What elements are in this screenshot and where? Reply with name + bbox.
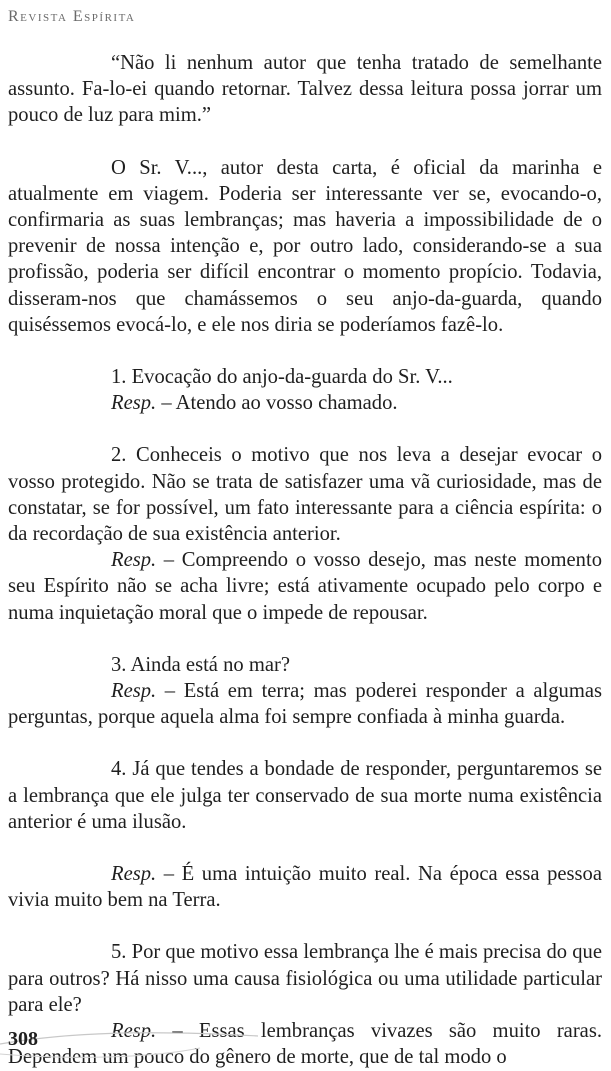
question-text: 3. Ainda está no mar?: [111, 653, 290, 676]
running-header: Revista Espírita: [8, 8, 136, 25]
question-text: 5. Por que motivo essa lembrança lhe é mais precisa do que para outros? Há nisso uma causa fisiológica ou uma utilidade particular para ele?: [8, 941, 602, 1016]
question-text: 4. Já que tendes a bondade de responder, perguntaremos se a lembrança que ele julga ter conservado de sua morte numa existência anterior é uma ilusão.: [8, 758, 602, 833]
decorative-swoosh: [0, 1026, 260, 1062]
response: [8, 547, 602, 626]
response-text: – Compreendo o vosso desejo, mas neste momento seu Espírito não se acha livre; está ativamente ocupado pelo corpo e numa inquietação moral que o impede de repousar.: [8, 549, 602, 624]
response-text: – Atendo ao vosso chamado.: [156, 392, 398, 415]
paragraph-narrative: O Sr. V..., autor desta carta, é oficial da marinha e atualmente em viagem. Poderia ser interessante ver se, evocando-o, confirmaria as suas lembranças; mas haveria a impossibilidade de o prevenir de nossa intenção e, por outro lado, considerando-se a sua profissão, poderia ser difícil encontrar o momento propício. Todavia, disseram-nos que chamássemos o seu anjo-da-guarda, quando quiséssemos evocá-lo, e ele nos diria se poderíamos fazê-lo.: [8, 156, 602, 336]
response-label: Resp.: [111, 680, 157, 703]
response-label: Resp.: [111, 549, 157, 572]
question-text: 2. Conheceis o motivo que nos leva a desejar evocar o vosso protegido. Não se trata de satisfazer uma vã curiosidade, mas de constatar, se for possível, um fato interessante para a ciência espírita: o da recordação de sua existência anterior.: [8, 444, 602, 546]
response-label: Resp.: [111, 1020, 157, 1043]
response-label: Resp.: [111, 392, 157, 415]
response-4: [8, 861, 602, 913]
response: [8, 678, 602, 730]
question-text: 1. Evocação do anjo-da-guarda do Sr. V...: [111, 366, 453, 389]
page-body: [8, 50, 602, 1071]
question-4: [8, 756, 602, 835]
response: [8, 390, 602, 416]
response-label: Resp.: [111, 863, 157, 886]
question-3: [8, 652, 602, 731]
question-2: [8, 442, 602, 625]
page-number: 308: [8, 1028, 38, 1050]
response-text: – É uma intuição muito real. Na época essa pessoa vivia muito bem na Terra.: [8, 863, 602, 912]
question-1: [8, 364, 602, 416]
response-text: – Essas lembranças vivazes são muito raras. Dependem um pouco do gênero de morte, que de tal modo o: [8, 1020, 602, 1069]
paragraph-quote: “Não li nenhum autor que tenha tratado de semelhante assunto. Fa-lo-ei quando retornar. Talvez dessa leitura possa jorrar um pouco de luz para mim.”: [8, 52, 602, 127]
response-text: – Está em terra; mas poderei responder a algumas perguntas, porque aquela alma foi sempre confiada à minha guarda.: [8, 680, 602, 729]
